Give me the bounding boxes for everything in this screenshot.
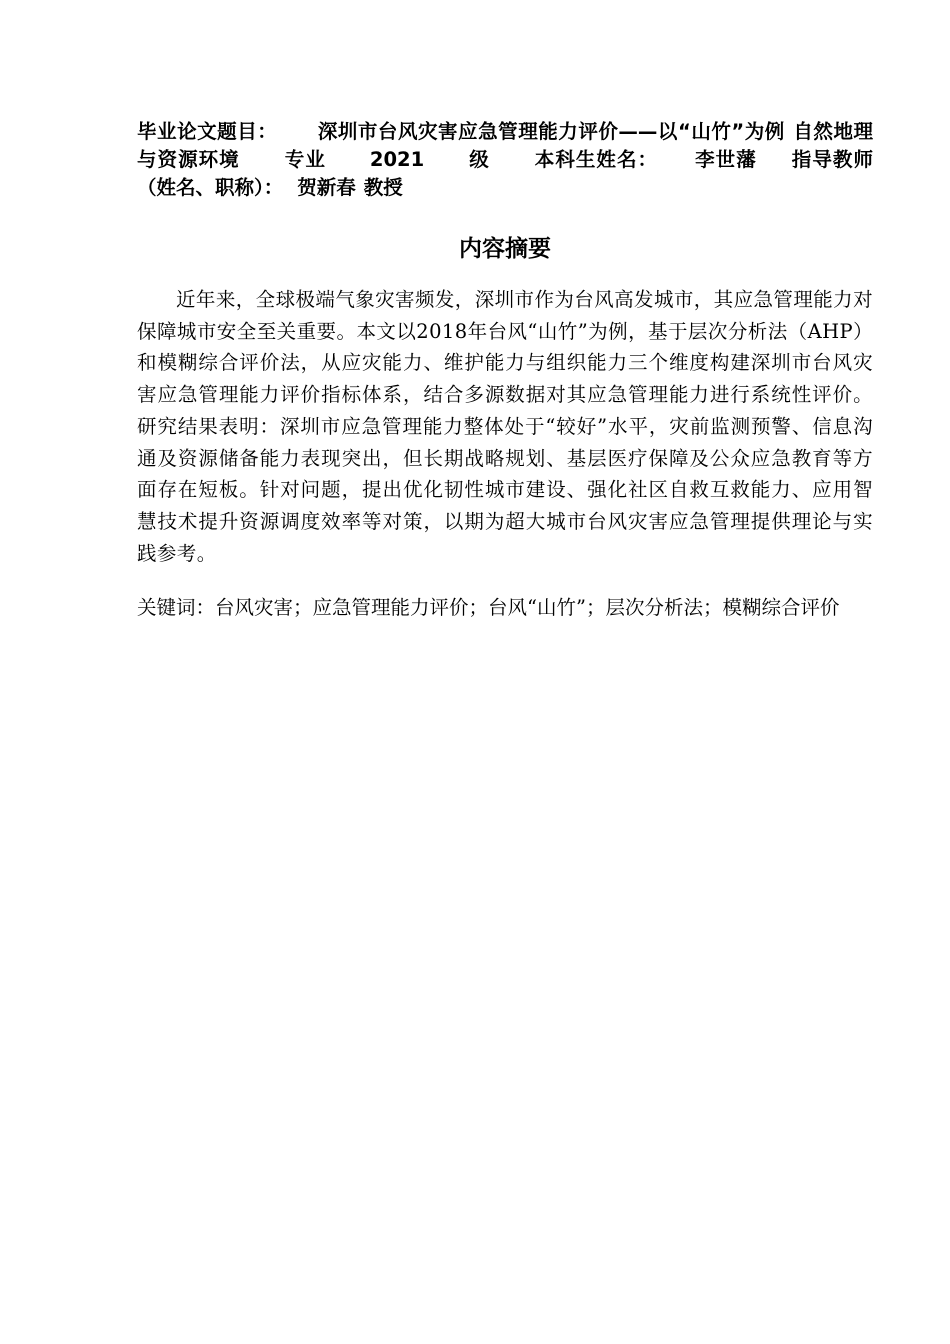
student-label: 本科生姓名：	[533, 148, 659, 171]
abstract-body: 近年来，全球极端气象灾害频发，深圳市作为台风高发城市，其应急管理能力对保障城市安全至关重要。本文以2018年台风“山竹”为例，基于层次分析法（AHP）和模糊综合评价法，从应灾能力、维护能力与组织能力三个维度构建深圳市台风灾害应急管理能力评价指标体系，结合多源数据对其应急管理能力进行系统性评价。研究结果表明：深圳市应急管理能力整体处于“较好”水平，灾前监测预警、信息沟通及资源储备能力表现突出，但长期战略规划、基层医疗保障及公众应急教育等方面存在短板。针对问题，提出优化韧性城市建设、强化社区自救互救能力、应用智慧技术提升资源调度效率等对策，以期为超大城市台风灾害应急管理提供理论与实践参考。	[137, 288, 873, 565]
abstract-heading: 内容摘要	[459, 236, 551, 262]
major-label: 专业	[283, 148, 326, 171]
advisor-label: 指导教师（姓名、职称）：	[137, 148, 873, 199]
thesis-header-info	[137, 118, 873, 202]
keywords-text: 台风灾害；应急管理能力评价；台风“山竹”；层次分析法；模糊综合评价	[215, 596, 840, 620]
student-name: 李世藩	[694, 148, 757, 171]
title-label: 毕业论文题目：	[137, 120, 278, 143]
thesis-page	[137, 118, 873, 623]
grade-year: 2021	[369, 148, 425, 171]
major-name: 自然地理与资源环境	[137, 120, 873, 171]
grade-label: 级	[468, 148, 490, 171]
advisor-title: 教授	[363, 176, 403, 199]
keywords-label: 关键词：	[137, 596, 216, 620]
advisor-name: 贺新春	[297, 176, 356, 199]
thesis-title: 深圳市台风灾害应急管理能力评价——以“山竹”为例	[317, 120, 785, 143]
keywords-line	[137, 592, 873, 623]
